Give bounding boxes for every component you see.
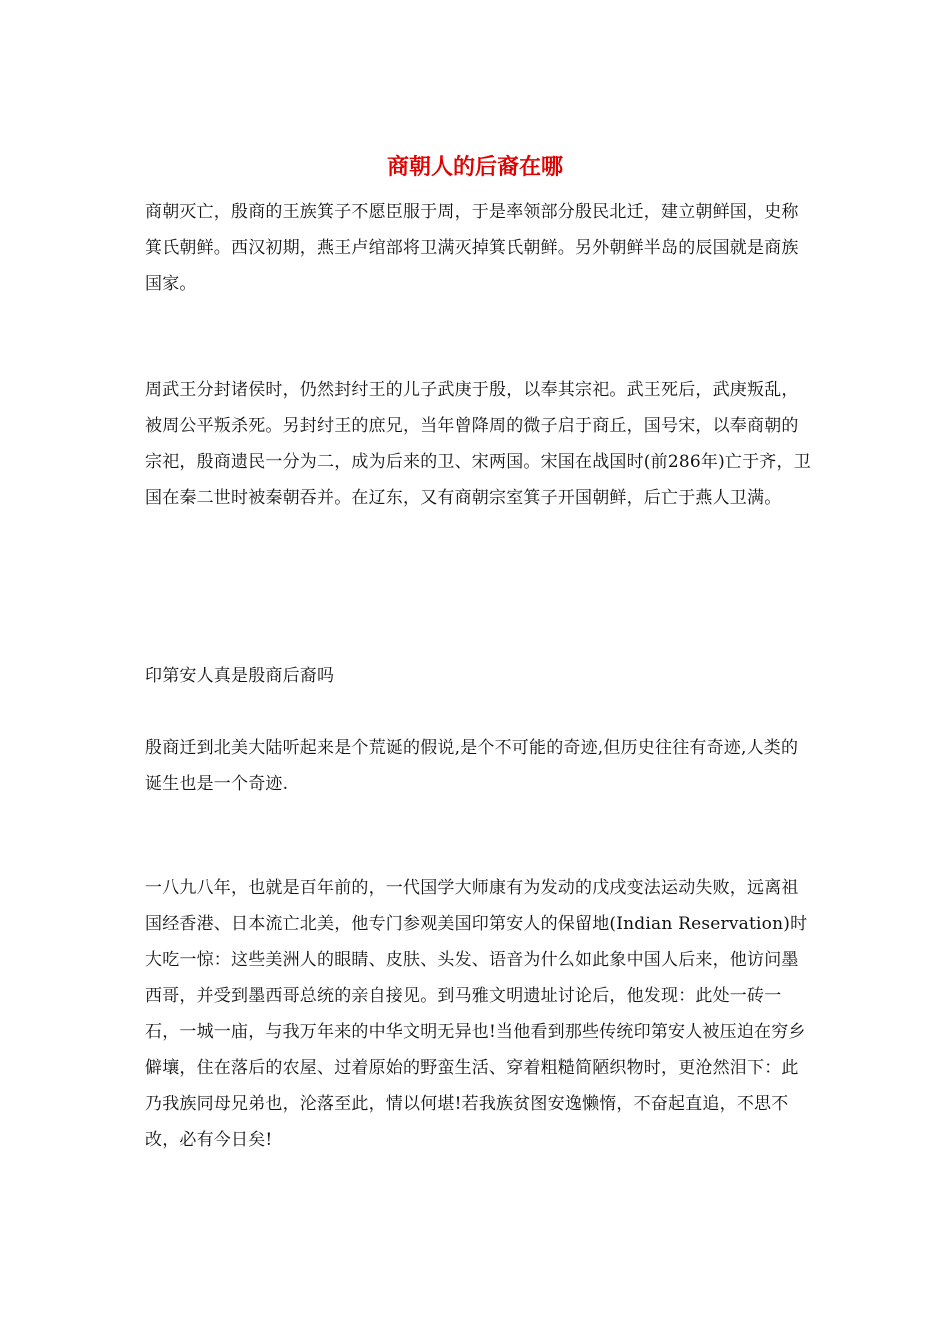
paragraph-3-subheading: 印第安人真是殷商后裔吗 <box>145 666 335 686</box>
paragraph-2: 周武王分封诸侯时，仍然封纣王的儿子武庚于殷，以奉其宗祀。武王死后，武庚叛乱，被周公平叛杀死。另封纣王的庶兄，当年曾降周的微子启于商丘，国号宋，以奉商朝的宗祀，殷商遗民一分为二，成为后来的卫、宋两国。宋国在战国时(前286年)亡于齐，卫国在秦二世时被秦朝吞并。在辽东，又有商朝宗室箕子开国朝鲜，后亡于燕人卫满。 <box>145 380 811 508</box>
paragraph-4: 殷商迁到北美大陆听起来是个荒诞的假说,是个不可能的奇迹,但历史往往有奇迹,人类的诞生也是一个奇迹. <box>145 738 799 794</box>
paragraph-5: 一八九八年，也就是百年前的，一代国学大师康有为发动的戊戌变法运动失败，远离祖国经香港、日本流亡北美，他专门参观美国印第安人的保留地(Indian Reservation)时大吃一惊：这些美洲人的眼睛、皮肤、头发、语音为什么如此象中国人后来，他访问墨西哥，并受到墨西哥总统的亲自接见。到马雅文明遗址讨论后，他发现：此处一砖一石，一城一庙，与我万年来的中华文明无异也!当他看到那些传统印第安人被压迫在穷乡僻壤，住在落后的农屋、过着原始的野蛮生活、穿着粗糙简陋织物时，更沧然泪下：此乃我族同母兄弟也，沦落至此，情以何堪!若我族贫图安逸懒惰，不奋起直追，不思不改，必有今日矣! <box>145 878 808 1150</box>
paragraph-1: 商朝灭亡，殷商的王族箕子不愿臣服于周，于是率领部分殷民北迁，建立朝鲜国，史称箕氏朝鲜。西汉初期，燕王卢绾部将卫满灭掉箕氏朝鲜。另外朝鲜半岛的辰国就是商族国家。 <box>145 202 799 294</box>
document-title: 商朝人的后裔在哪 <box>386 154 563 180</box>
